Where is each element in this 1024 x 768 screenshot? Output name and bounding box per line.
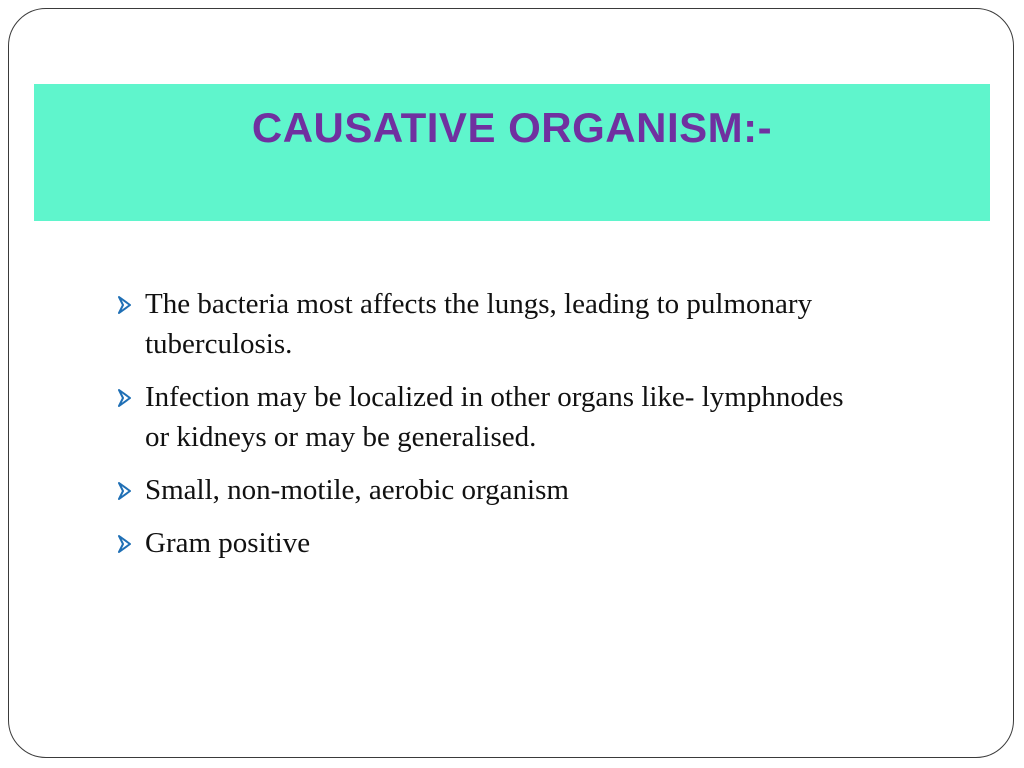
slide-title: CAUSATIVE ORGANISM:- [251, 104, 773, 151]
arrow-bullet-icon [114, 294, 136, 316]
bullet-item [114, 284, 854, 364]
bullet-item [114, 377, 854, 457]
arrow-bullet-icon [114, 387, 136, 409]
arrow-bullet-icon [114, 533, 136, 555]
bullet-text: Small, non-motile, aerobic organism [145, 474, 569, 506]
bullet-item [114, 470, 854, 510]
arrow-bullet-icon [114, 480, 136, 502]
title-band [34, 84, 990, 221]
bullet-text: Gram positive [145, 527, 311, 559]
bullet-text: Infection may be localized in other organs like- lymphnodes or kidneys or may be generalised. [145, 381, 844, 453]
bullet-text: The bacteria most affects the lungs, leading to pulmonary tuberculosis. [145, 288, 813, 360]
bullet-item [114, 523, 854, 563]
bullet-list [114, 284, 854, 576]
